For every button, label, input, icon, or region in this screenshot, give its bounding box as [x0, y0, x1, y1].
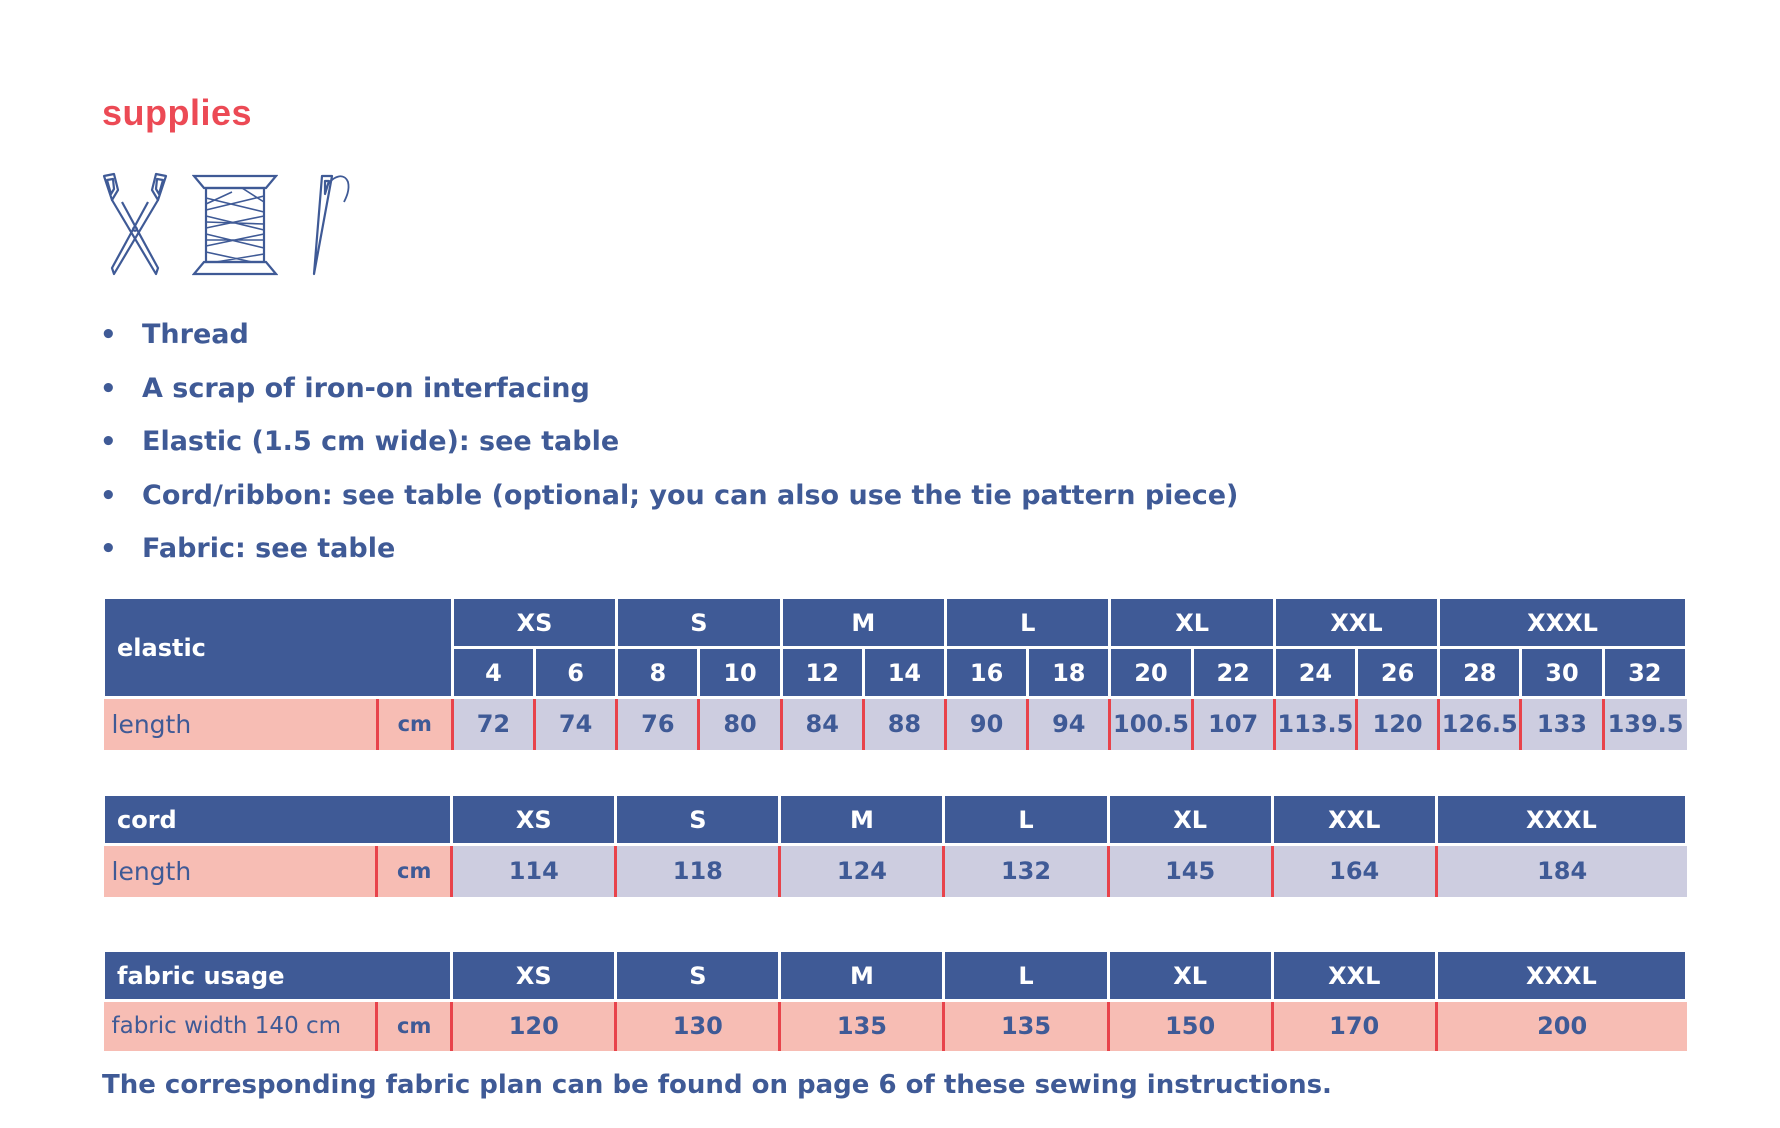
value-cell: 88: [863, 698, 945, 750]
size-header: L: [946, 598, 1110, 648]
size-header: M: [781, 598, 945, 648]
value-cell: 130: [616, 1001, 780, 1051]
list-item: [100, 315, 1238, 369]
size-header: XXXL: [1439, 598, 1687, 648]
value-cell: 118: [616, 845, 780, 897]
thread-spool-icon: [192, 172, 278, 276]
value-cell: 76: [617, 698, 699, 750]
size-header: XS: [452, 598, 616, 648]
list-item: [100, 476, 1238, 530]
size-header: XXXL: [1436, 951, 1686, 1001]
cord-table-header: cord: [104, 795, 452, 845]
bullet: •: [100, 320, 117, 350]
supplies-list: [100, 315, 1238, 583]
fabric-usage-table: [102, 949, 1688, 1051]
value-cell: 107: [1192, 698, 1274, 750]
value-cell: 124: [780, 845, 944, 897]
value-cell: 126.5: [1439, 698, 1521, 750]
value-cell: 135: [780, 1001, 944, 1051]
bullet: •: [100, 427, 117, 457]
sub-size-header: 32: [1603, 648, 1686, 698]
section-title: supplies: [102, 92, 253, 133]
list-item: [100, 369, 1238, 423]
size-header: XL: [1108, 795, 1272, 845]
value-cell: 100.5: [1110, 698, 1192, 750]
value-cell: 132: [944, 845, 1108, 897]
unit-cell: cm: [377, 845, 452, 897]
cord-table: [102, 793, 1688, 897]
value-cell: 133: [1521, 698, 1603, 750]
sub-size-header: 28: [1439, 648, 1521, 698]
sub-size-header: 22: [1192, 648, 1274, 698]
size-header: M: [780, 951, 944, 1001]
sub-size-header: 26: [1356, 648, 1438, 698]
sub-size-header: 12: [781, 648, 863, 698]
value-cell: 139.5: [1603, 698, 1686, 750]
sub-size-header: 6: [535, 648, 617, 698]
needle-icon: [300, 172, 352, 276]
list-item-text: Elastic (1.5 cm wide): see table: [142, 426, 620, 457]
size-header: S: [616, 795, 780, 845]
value-cell: 90: [946, 698, 1028, 750]
scissors-icon: [100, 172, 170, 276]
value-cell: 113.5: [1274, 698, 1356, 750]
value-cell: 150: [1108, 1001, 1272, 1051]
unit-cell: cm: [377, 1001, 452, 1051]
size-header: XL: [1110, 598, 1274, 648]
size-header: M: [780, 795, 944, 845]
row-label: length: [104, 845, 377, 897]
list-item-text: Cord/ribbon: see table (optional; you can also use the tie pattern piece): [142, 479, 1239, 511]
value-cell: 80: [699, 698, 781, 750]
list-item-text: Fabric: see table: [142, 533, 396, 564]
size-header: S: [617, 598, 781, 648]
value-cell: 114: [452, 845, 616, 897]
unit-cell: cm: [377, 698, 452, 750]
size-header: XXL: [1272, 795, 1436, 845]
bullet: •: [100, 534, 117, 564]
size-header: XXL: [1272, 951, 1436, 1001]
sub-size-header: 16: [946, 648, 1028, 698]
value-cell: 145: [1108, 845, 1272, 897]
list-item: [100, 422, 1238, 476]
row-label: length: [104, 698, 378, 750]
size-header: XXL: [1274, 598, 1438, 648]
size-header: L: [944, 951, 1108, 1001]
size-header: L: [944, 795, 1108, 845]
list-item-text: Thread: [142, 319, 249, 350]
value-cell: 74: [535, 698, 617, 750]
row-label: fabric width 140 cm: [104, 1001, 377, 1051]
size-header: XS: [452, 795, 616, 845]
elastic-table: [102, 596, 1688, 750]
list-item: [100, 529, 1238, 583]
sub-size-header: 14: [863, 648, 945, 698]
value-cell: 120: [452, 1001, 616, 1051]
sub-size-header: 10: [699, 648, 781, 698]
fabric-table-header: fabric usage: [104, 951, 452, 1001]
sub-size-header: 18: [1028, 648, 1110, 698]
value-cell: 135: [944, 1001, 1108, 1051]
elastic-table-header: elastic: [104, 598, 453, 698]
list-item-text: A scrap of iron-on interfacing: [142, 372, 590, 404]
value-cell: 200: [1436, 1001, 1686, 1051]
bullet: •: [100, 373, 117, 404]
value-cell: 184: [1436, 845, 1686, 897]
sub-size-header: 8: [617, 648, 699, 698]
size-header: XXXL: [1436, 795, 1686, 845]
value-cell: 72: [452, 698, 534, 750]
footer-note: The corresponding fabric plan can be found on page 6 of these sewing instructions.: [102, 1070, 1332, 1100]
size-header: XS: [452, 951, 616, 1001]
sub-size-header: 4: [452, 648, 534, 698]
value-cell: 120: [1356, 698, 1438, 750]
sub-size-header: 24: [1274, 648, 1356, 698]
size-header: XL: [1108, 951, 1272, 1001]
value-cell: 84: [781, 698, 863, 750]
size-header: S: [616, 951, 780, 1001]
value-cell: 94: [1028, 698, 1110, 750]
sub-size-header: 30: [1521, 648, 1603, 698]
bullet: •: [100, 480, 117, 511]
value-cell: 170: [1272, 1001, 1436, 1051]
value-cell: 164: [1272, 845, 1436, 897]
sub-size-header: 20: [1110, 648, 1192, 698]
